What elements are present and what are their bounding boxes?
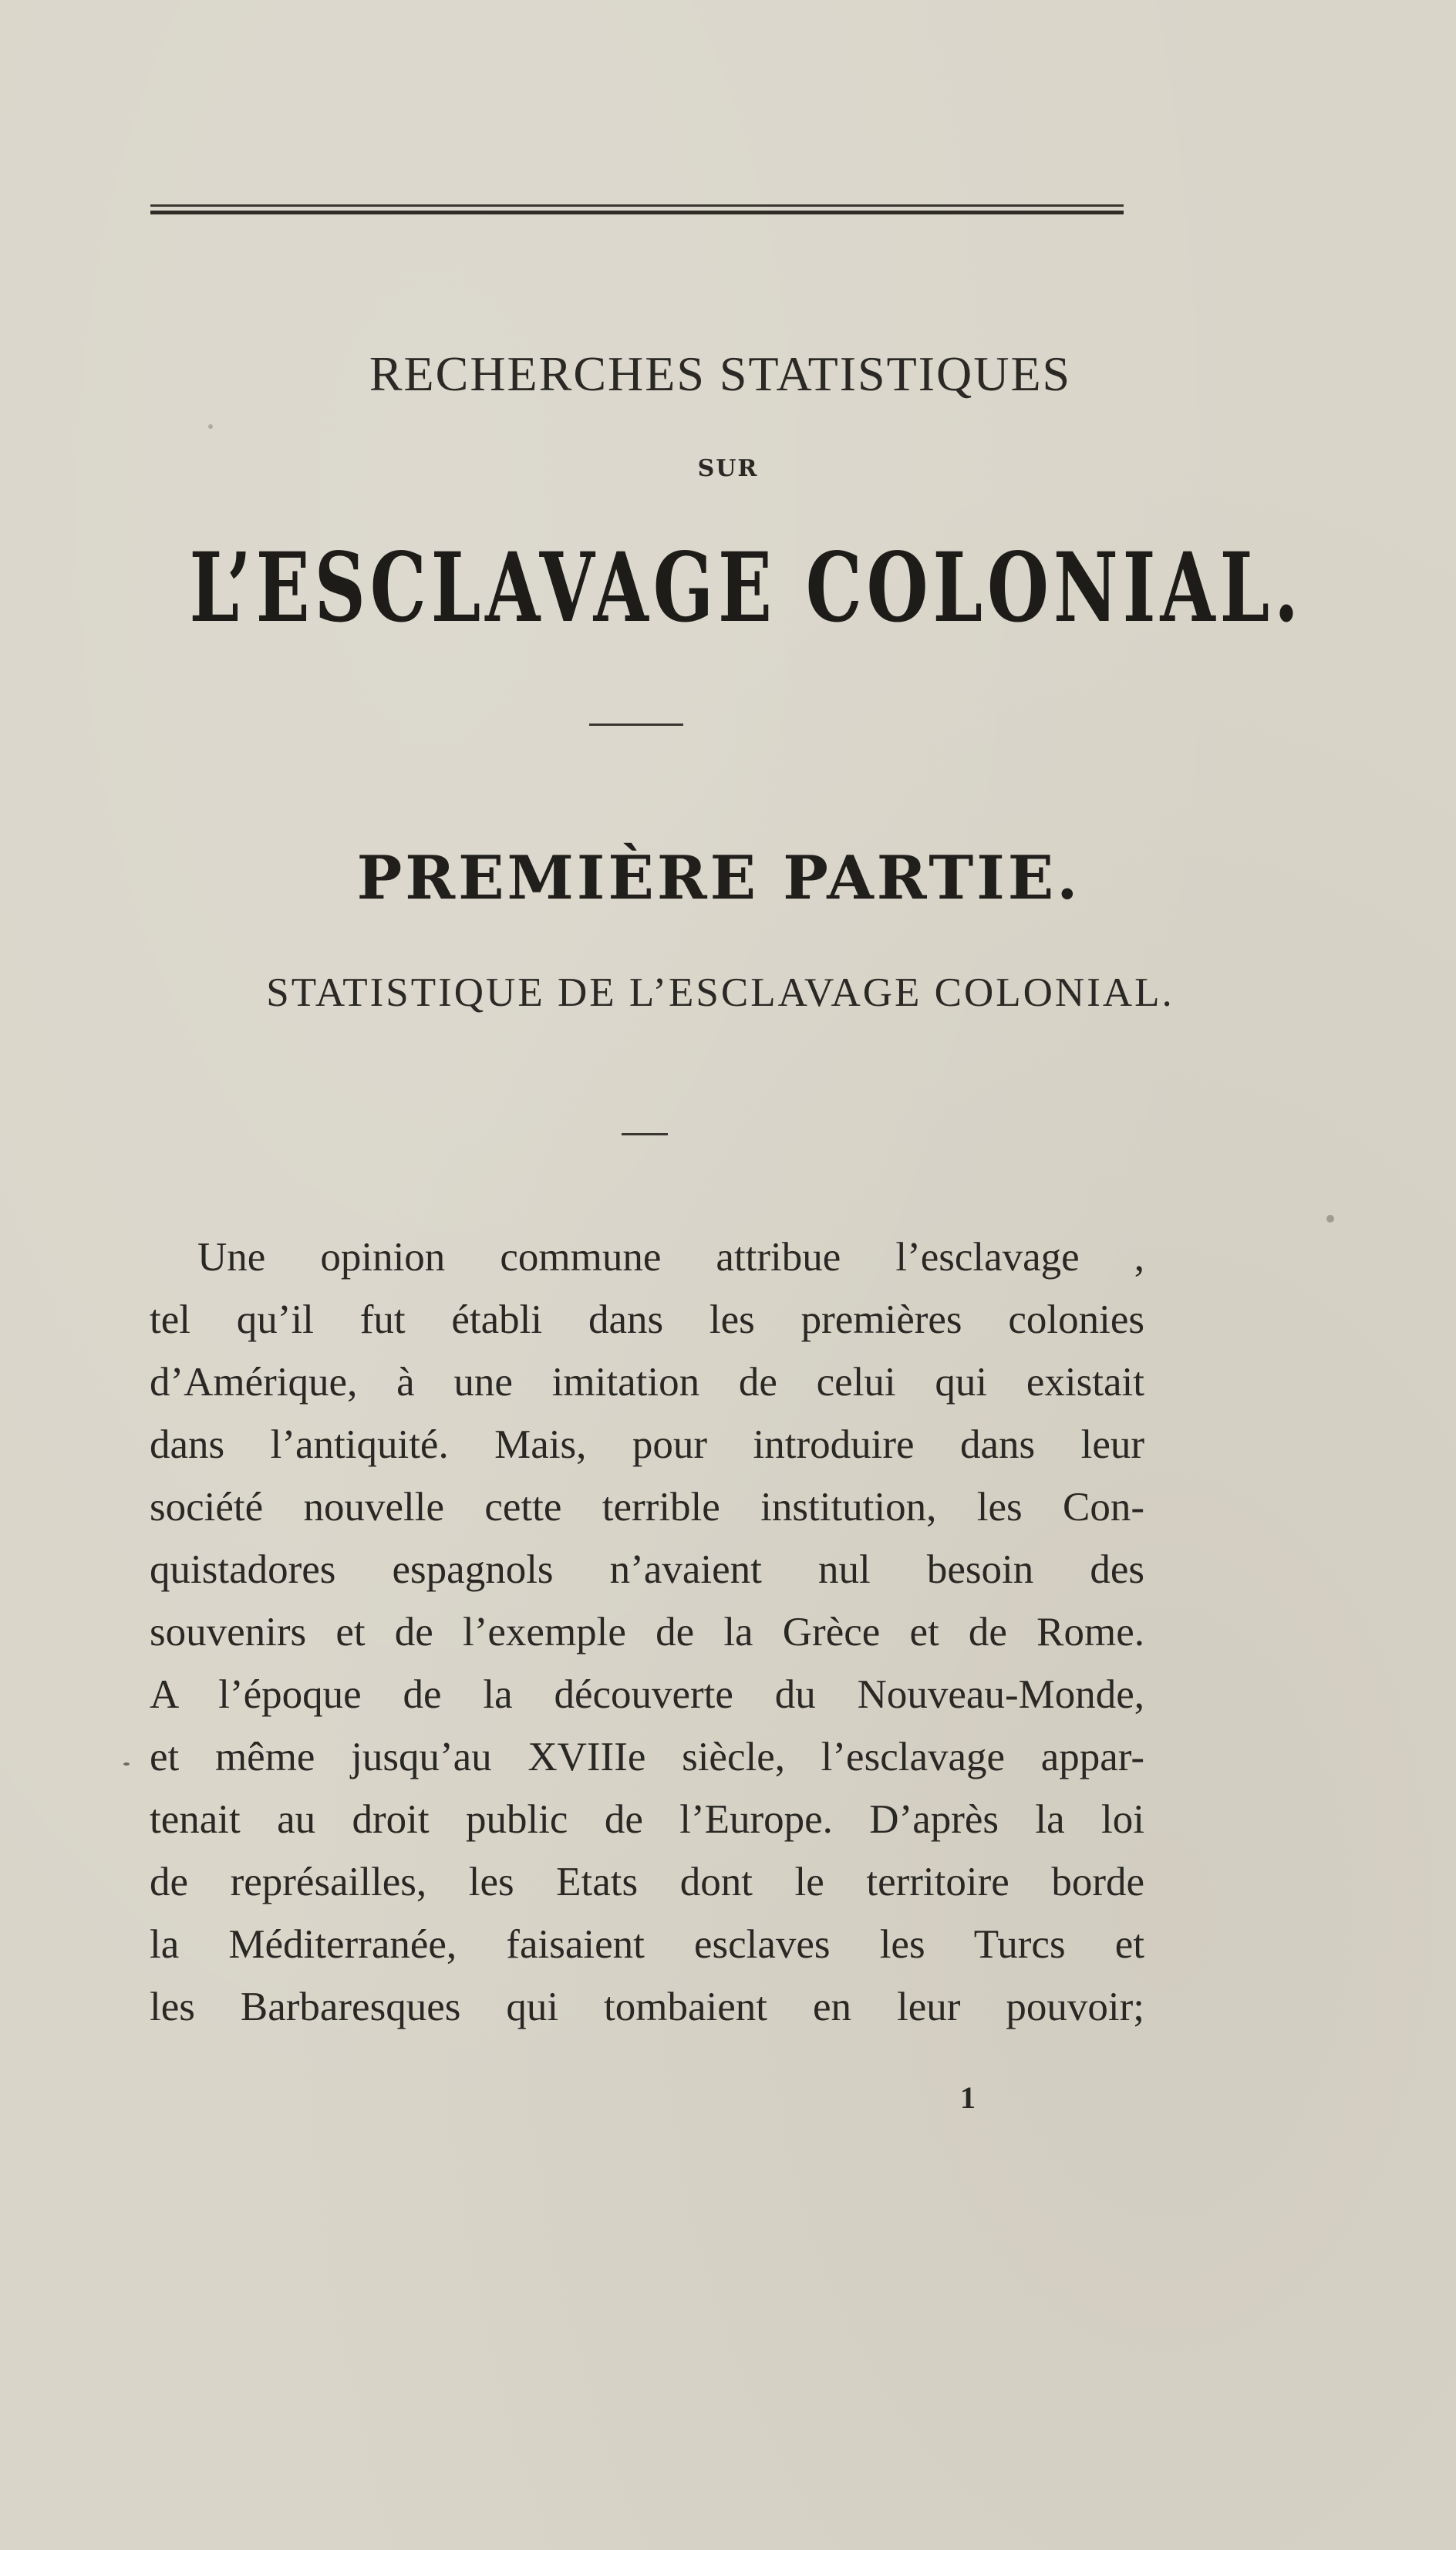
paper-speck (123, 1762, 130, 1766)
text-line: dans l’antiquité. Mais, pour introduire dans leur (150, 1422, 1144, 1467)
text-line: A l’époque de la découverte du Nouveau-Monde, (150, 1672, 1144, 1717)
top-rule-thin (150, 204, 1124, 207)
text-line: tenait au droit public de l’Europe. D’après la loi (150, 1797, 1144, 1842)
text-line: souvenirs et de l’exemple de la Grèce et de Rome. (150, 1610, 1144, 1654)
part-title: PREMIÈRE PARTIE. (356, 843, 1081, 913)
paper-speck (208, 424, 213, 429)
text-line: de représailles, les Etats dont le territoire borde (150, 1860, 1144, 1904)
text-line: quistadores espagnols n’avaient nul besoin des (150, 1547, 1144, 1592)
text-line: société nouvelle cette terrible institution, les Con- (150, 1485, 1144, 1530)
title-connector: SUR (697, 455, 759, 482)
top-double-rule (150, 204, 1124, 215)
text-line: Une opinion commune attribue l’esclavage , (197, 1235, 1144, 1280)
part-subtitle: STATISTIQUE DE L’ESCLAVAGE COLONIAL. (266, 970, 1175, 1015)
title-divider (589, 724, 683, 726)
section-divider (622, 1133, 668, 1135)
text-line: les Barbaresques qui tombaient en leur pouvoir; (150, 1985, 1144, 2029)
body-paragraph (150, 1226, 1144, 2039)
main-title: L’ESCLAVAGE COLONIAL. (189, 532, 1303, 644)
text-line: tel qu’il fut établi dans les premières colonies (150, 1297, 1144, 1342)
title-line: RECHERCHES STATISTIQUES (369, 346, 1072, 401)
top-rule-thick (150, 211, 1124, 214)
page-number: 1 (960, 2080, 976, 2115)
text-line: d’Amérique, à une imitation de celui qui existait (150, 1360, 1144, 1405)
text-line: et même jusqu’au XVIIIe siècle, l’esclavage appar- (150, 1735, 1144, 1779)
text-line: la Méditerranée, faisaient esclaves les Turcs et (150, 1922, 1144, 1967)
paper-speck (1326, 1215, 1334, 1223)
